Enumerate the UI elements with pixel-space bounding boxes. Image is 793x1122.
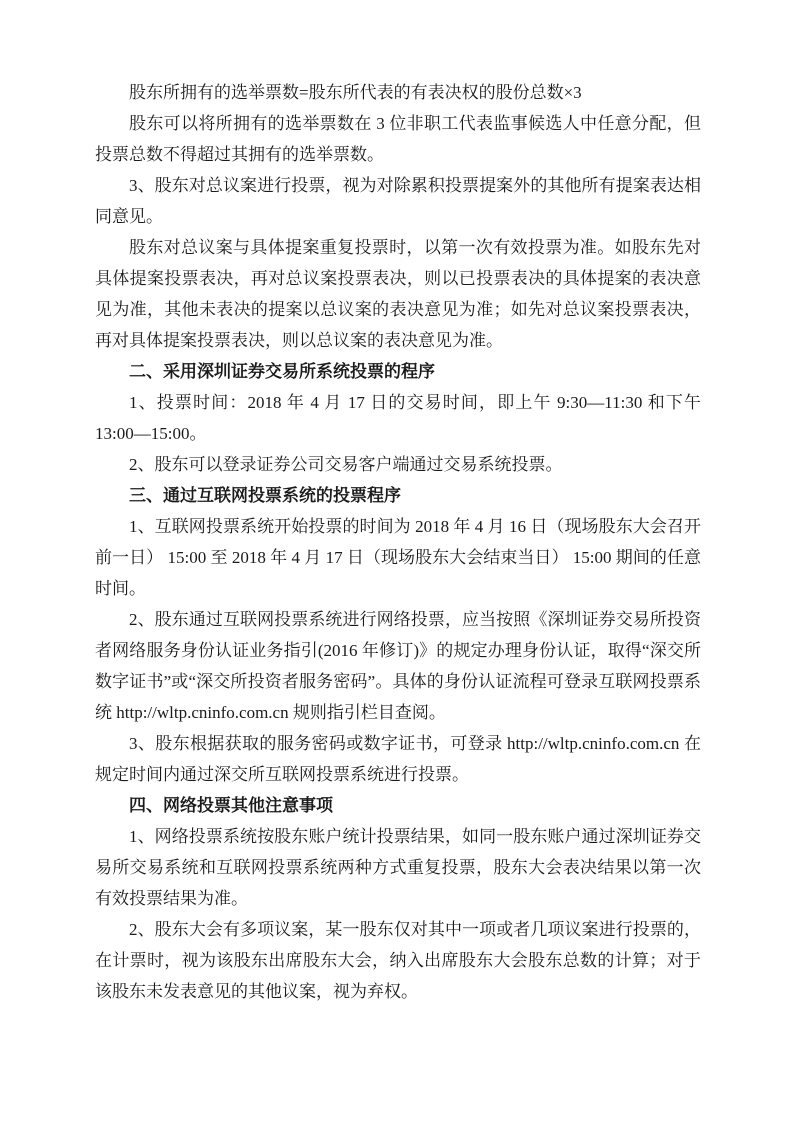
paragraph: 股东所拥有的选举票数=股东所代表的有表决权的股份总数×3 xyxy=(129,83,582,102)
paragraph: 3、股东对总议案进行投票，视为对除累积投票提案外的其他所有提案表达相同意见。 xyxy=(95,176,701,226)
paragraph: 2、股东通过互联网投票系统进行网络投票，应当按照《深圳证券交易所投资者网络服务身份认证业务指引(2016 年修订)》的规定办理身份认证，取得“深交所数字证书”或“深交所投资者服务密码”。具体的身份认证流程可登录互联网投票系统 http://wltp.cninfo.com.cn 规则指引栏目查阅。 xyxy=(95,610,701,722)
paragraph: 1、投票时间：2018 年 4 月 17 日的交易时间，即上午 9:30—11:30 和下午 13:00—15:00。 xyxy=(95,393,701,443)
section-heading: 四、网络投票其他注意事项 xyxy=(129,796,333,815)
paragraph: 1、互联网投票系统开始投票的时间为 2018 年 4 月 16 日（现场股东大会召开前一日） 15:00 至 2018 年 4 月 17 日（现场股东大会结束当日） 15:00 期间的任意时间。 xyxy=(95,517,701,598)
paragraph: 2、股东大会有多项议案，某一股东仅对其中一项或者几项议案进行投票的，在计票时，视为该股东出席股东大会，纳入出席股东大会股东总数的计算；对于该股东未发表意见的其他议案，视为弃权。 xyxy=(95,920,701,1001)
paragraph: 股东可以将所拥有的选举票数在 3 位非职工代表监事候选人中任意分配，但投票总数不得超过其拥有的选举票数。 xyxy=(95,114,701,164)
section-heading: 三、通过互联网投票系统的投票程序 xyxy=(129,486,401,505)
section-heading: 二、采用深圳证券交易所系统投票的程序 xyxy=(129,362,435,381)
paragraph: 2、股东可以登录证券公司交易客户端通过交易系统投票。 xyxy=(129,455,563,474)
document-body xyxy=(95,77,701,1007)
paragraph: 股东对总议案与具体提案重复投票时，以第一次有效投票为准。如股东先对具体提案投票表决，再对总议案投票表决，则以已投票表决的具体提案的表决意见为准，其他未表决的提案以总议案的表决意见为准；如先对总议案投票表决，再对具体提案投票表决，则以总议案的表决意见为准。 xyxy=(95,238,701,350)
paragraph: 1、网络投票系统按股东账户统计投票结果，如同一股东账户通过深圳证券交易所交易系统和互联网投票系统两种方式重复投票，股东大会表决结果以第一次有效投票结果为准。 xyxy=(95,827,701,908)
paragraph: 3、股东根据获取的服务密码或数字证书，可登录 http://wltp.cninfo.com.cn 在规定时间内通过深交所互联网投票系统进行投票。 xyxy=(95,734,701,784)
